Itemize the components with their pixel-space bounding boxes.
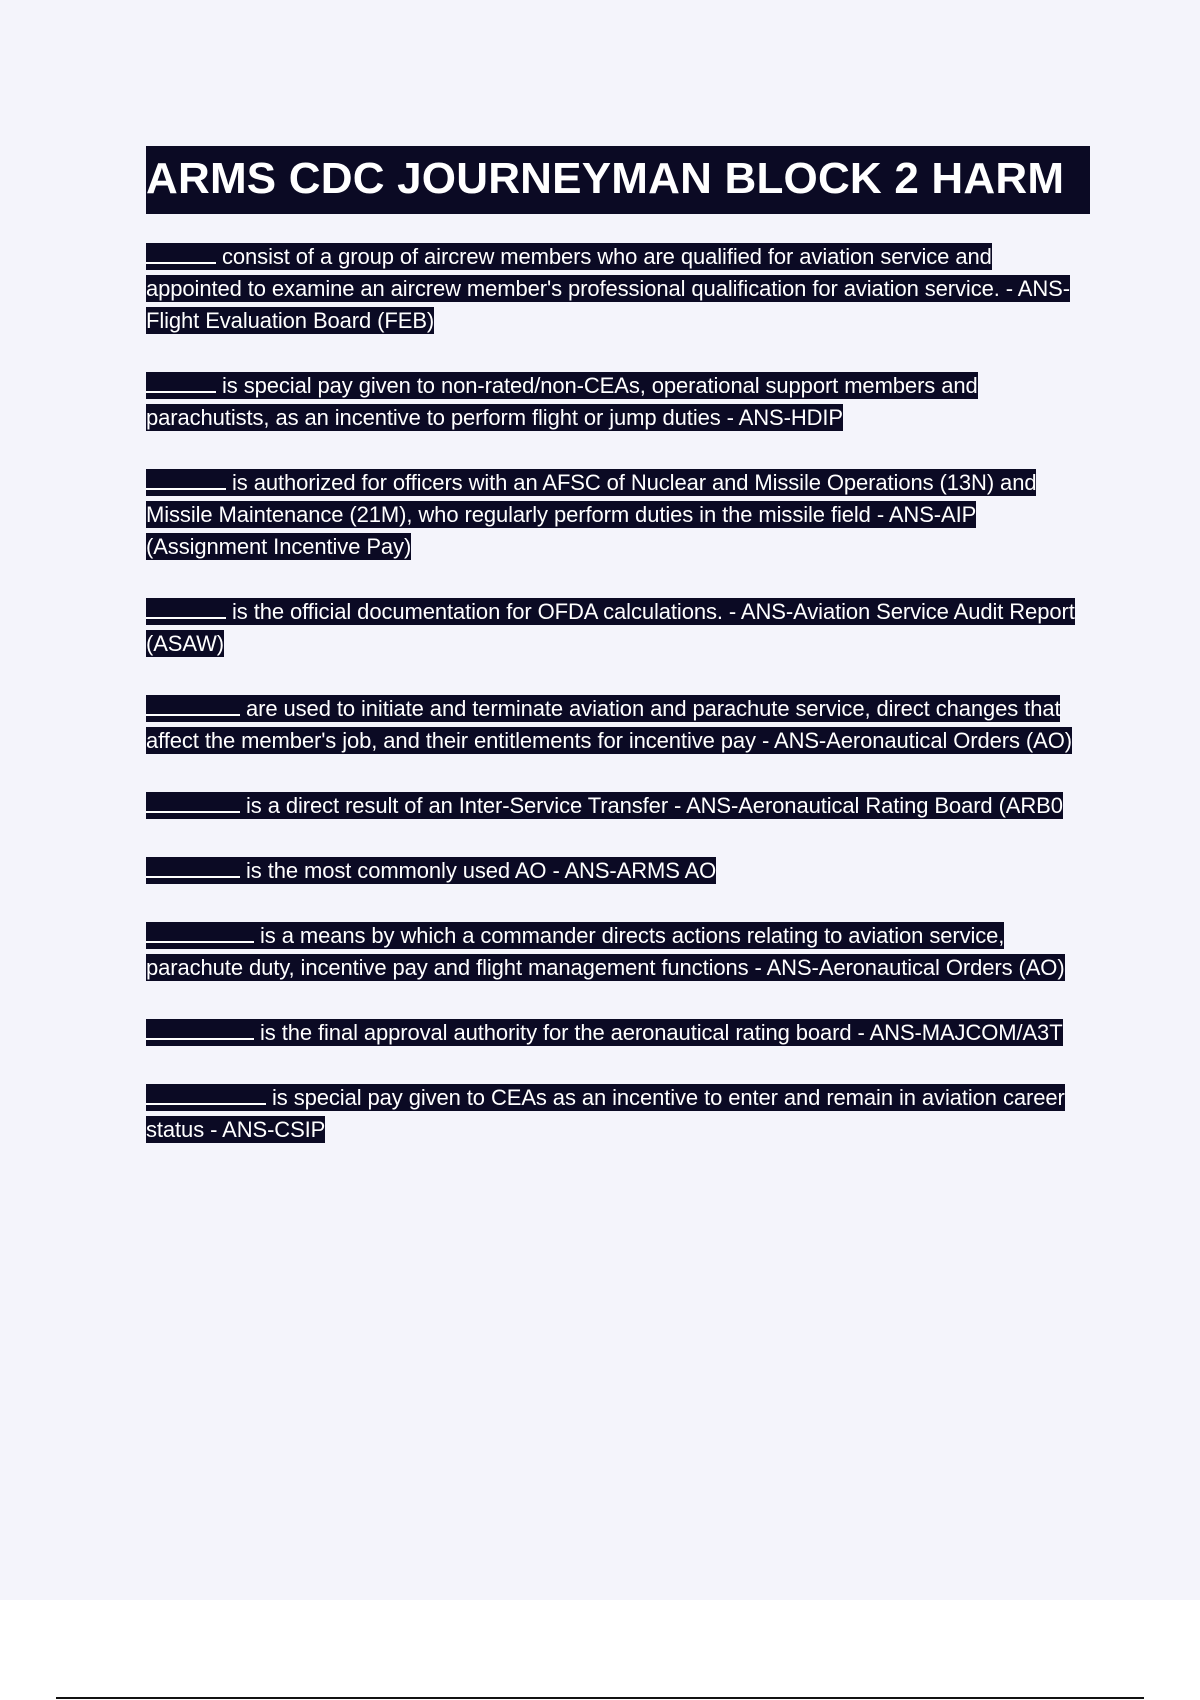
- flashcard-text: is special pay given to CEAs as an incentive to enter and remain in aviation career status - ANS-CSIP: [146, 1085, 1065, 1142]
- footer-divider: [56, 1697, 1144, 1699]
- document-title: ARMS CDC JOURNEYMAN BLOCK 2 HARM: [146, 146, 1090, 214]
- flashcard-item: [146, 240, 1090, 337]
- answer-blank: [146, 369, 216, 393]
- flashcard-item: [146, 369, 1090, 434]
- flashcard-text: is special pay given to non-rated/non-CEAs, operational support members and parachutists, as an incentive to perform flight or jump duties - ANS-HDIP: [146, 373, 978, 430]
- answer-blank: [146, 1081, 266, 1105]
- answer-blank: [146, 789, 240, 813]
- answer-blank: [146, 595, 226, 619]
- flashcard-item: [146, 1016, 1090, 1049]
- flashcard-text: are used to initiate and terminate aviation and parachute service, direct changes that affect the member's job, and their entitlements for incentive pay - ANS-Aeronautical Orders (AO): [146, 696, 1072, 753]
- flashcard-text: is authorized for officers with an AFSC of Nuclear and Missile Operations (13N) and Missile Maintenance (21M), who regularly perform duties in the missile field - ANS-AIP (Assignment Incentive Pay): [146, 470, 1037, 559]
- flashcard-item: [146, 789, 1090, 822]
- flashcard-item: [146, 595, 1090, 660]
- answer-blank: [146, 466, 226, 490]
- flashcard-text: is a means by which a commander directs actions relating to aviation service, parachute duty, incentive pay and flight management functions - ANS-Aeronautical Orders (AO): [146, 923, 1065, 980]
- answer-blank: [146, 854, 240, 878]
- flashcard-item: [146, 919, 1090, 984]
- flashcard-item: [146, 854, 1090, 887]
- answer-blank: [146, 692, 240, 716]
- document-content: [146, 146, 1090, 1178]
- flashcard-item: [146, 1081, 1090, 1146]
- flashcard-item: [146, 466, 1090, 563]
- flashcard-text: is a direct result of an Inter-Service Transfer - ANS-Aeronautical Rating Board (ARB0: [246, 793, 1063, 818]
- flashcard-text: is the final approval authority for the aeronautical rating board - ANS-MAJCOM/A3T: [260, 1020, 1063, 1045]
- flashcard-text: is the most commonly used AO - ANS-ARMS AO: [246, 858, 717, 883]
- flashcard-text: consist of a group of aircrew members who are qualified for aviation service and appointed to examine an aircrew member's professional qualification for aviation service. - ANS-Flight Evaluation Board (FEB): [146, 244, 1070, 333]
- flashcard-text: is the official documentation for OFDA calculations. - ANS-Aviation Service Audit Report (ASAW): [146, 599, 1075, 656]
- answer-blank: [146, 240, 216, 264]
- flashcard-item: [146, 692, 1090, 757]
- answer-blank: [146, 919, 254, 943]
- answer-blank: [146, 1016, 254, 1040]
